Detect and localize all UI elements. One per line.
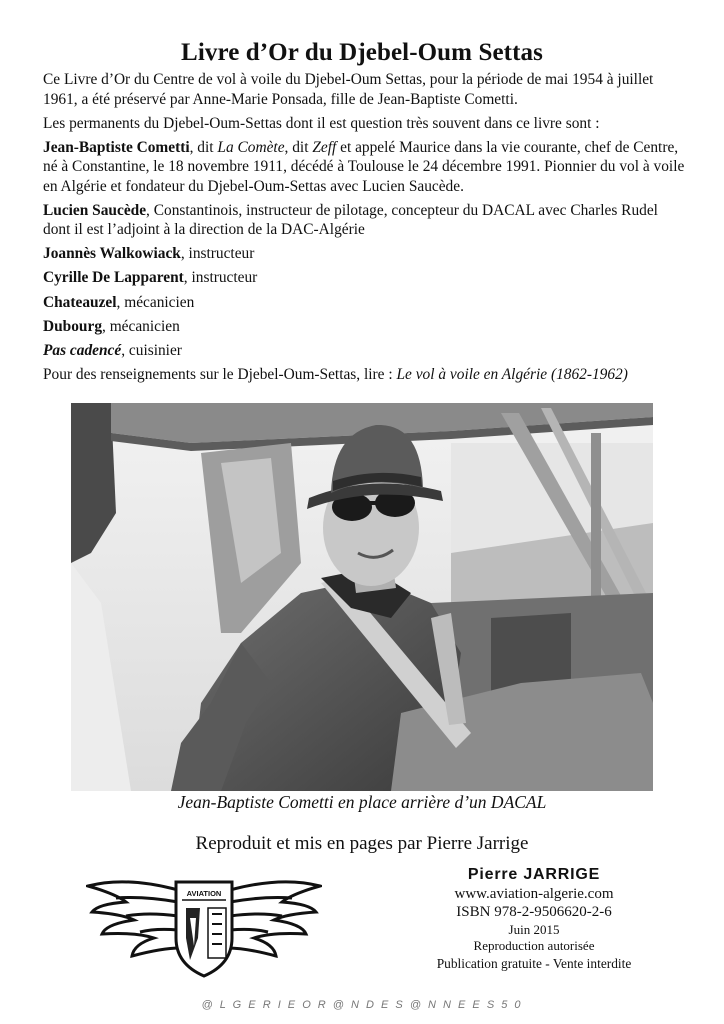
reference-line: Pour des renseignements sur le Djebel-Oum-Settas, lire : Le vol à voile en Algérie (1862-1962) xyxy=(43,365,628,383)
footer-series-title: @ L G E R I E O R @ N D E S @ N N E E S 5 0 xyxy=(201,999,523,1011)
publisher-info xyxy=(420,866,648,972)
layout-credit: Reproduit et mis en pages par Pierre Jarrige xyxy=(195,833,529,854)
intro-paragraph: Ce Livre d’Or du Centre de vol à voile du Djebel-Oum Settas, pour la période de mai 1954 à juillet 1961, a été préservé par Anne-Marie Ponsada, fille de Jean-Baptiste Cometti. xyxy=(43,71,654,108)
isbn: ISBN 978-2-9506620-2-6 xyxy=(456,904,612,920)
photo-caption: Jean-Baptiste Cometti en place arrière d’un DACAL xyxy=(177,792,547,812)
left-wing-icon xyxy=(88,882,180,956)
person-entry-walkowiack: Joannès Walkowiack, instructeur xyxy=(43,245,255,263)
person-entry-lapparent: Cyrille De Lapparent, instructeur xyxy=(43,269,258,287)
intro-list-heading: Les permanents du Djebel-Oum-Settas dont il est question très souvent dans ce livre sont : xyxy=(43,114,600,132)
person-name: Cyrille De Lapparent xyxy=(43,269,184,287)
person-entry-chateauzel: Chateauzel, mécanicien xyxy=(43,293,195,311)
person-name: Joannès Walkowiack xyxy=(43,245,181,263)
person-entry-cook: Pas cadencé, cuisinier xyxy=(43,341,182,359)
person-entry-dubourg: Dubourg, mécanicien xyxy=(43,317,180,335)
logo-text: AVIATION xyxy=(186,889,222,898)
person-name: Dubourg xyxy=(43,317,103,335)
website-link[interactable]: www.aviation-algerie.com xyxy=(454,885,614,902)
person-name: Chateauzel xyxy=(43,293,117,311)
reproduction-notice: Reproduction autorisée xyxy=(473,938,595,953)
publisher-name: Pierre JARRIGE xyxy=(467,866,601,883)
right-wing-icon xyxy=(228,882,320,956)
page-title: Livre d’Or du Djebel-Oum Settas xyxy=(181,39,543,66)
publication-date: Juin 2015 xyxy=(508,921,560,937)
person-entry-saucede: Lucien Saucède, Constantinois, instructeur de pilotage, concepteur du DACAL avec Charles Rudel dont il est l’adjoint à la direction de la DAC-Algérie xyxy=(43,201,658,239)
reference-book-title: Le vol à voile en Algérie xyxy=(396,365,548,383)
person-name: Jean-Baptiste Cometti xyxy=(43,138,190,156)
person-name: Pas cadencé xyxy=(43,341,122,359)
intro-text xyxy=(43,70,685,389)
person-nickname: Zeff xyxy=(312,138,337,156)
person-entry-cometti: Jean-Baptiste Cometti, dit La Comète, dit Zeff et appelé Maurice dans la vie courante, chef de Centre, né à Constantine, le 18 novembre 1911, décédé à Toulouse le 24 décembre 1991. Pionnier du vol à voile en Algérie et fondateur du Djebel-Oum-Settas avec Lucien Saucède. xyxy=(43,138,685,195)
cockpit-photo xyxy=(71,403,653,791)
person-name: Lucien Saucède xyxy=(43,201,147,219)
reference-years: (1862-1962) xyxy=(550,365,628,383)
person-nickname: La Comète xyxy=(217,138,285,156)
aviation-algerie-logo xyxy=(86,868,322,978)
publication-notice: Publication gratuite - Vente interdite xyxy=(436,955,632,971)
